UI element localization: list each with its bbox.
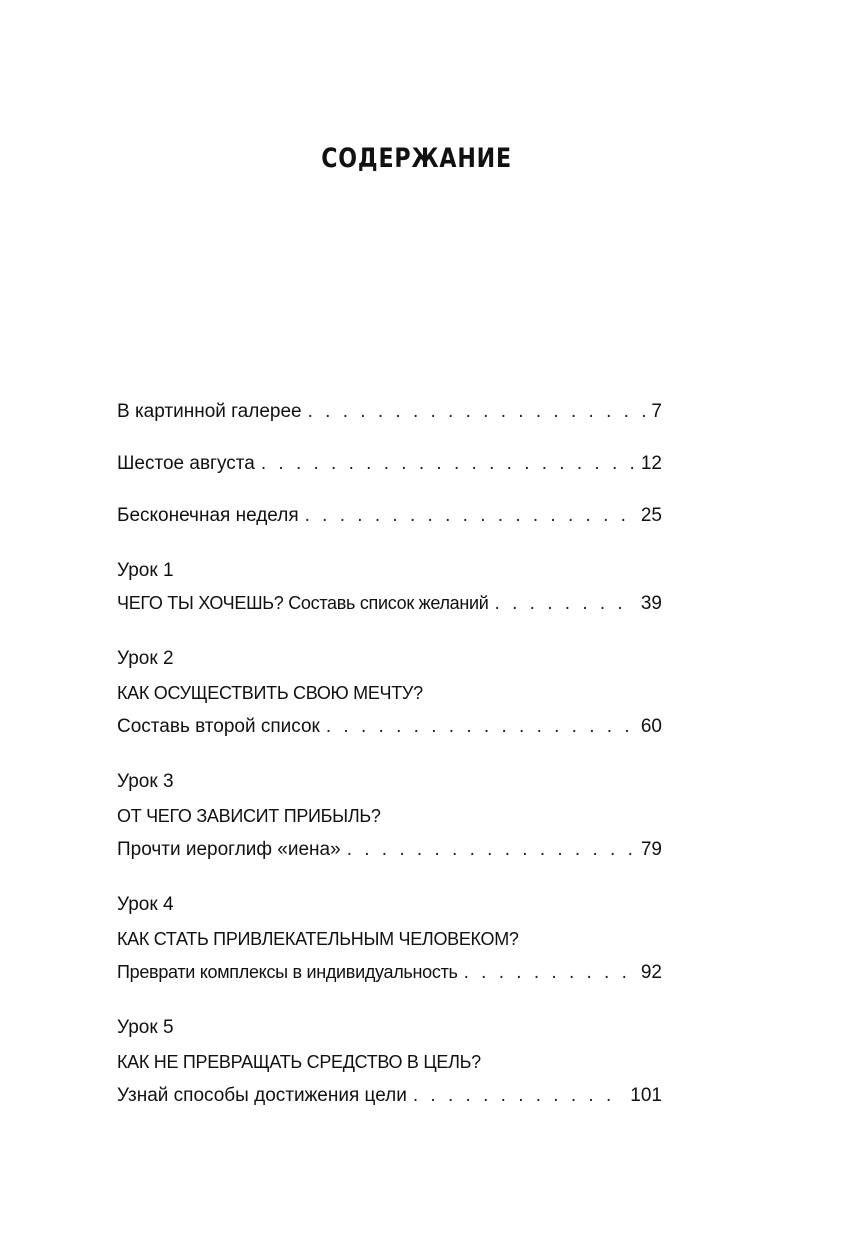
toc-page-number: 101: [630, 1085, 662, 1106]
toc-line: [117, 711, 662, 742]
toc-line: [117, 957, 662, 988]
toc-page-number: 79: [640, 839, 662, 860]
toc-page-number: 60: [640, 716, 662, 737]
toc-line: [117, 396, 662, 427]
leader-dots: [326, 711, 635, 742]
leader-dots: [413, 1080, 624, 1111]
toc-entry-title: Узнай способы достижения цели: [117, 1085, 407, 1106]
lesson-label: Урок 5: [117, 1017, 174, 1038]
leader-dots: [464, 957, 635, 988]
toc-entry-title: ЧЕГО ТЫ ХОЧЕШЬ? Составь список желаний: [117, 593, 489, 613]
toc-page-number: 25: [640, 505, 662, 526]
toc-lesson: [117, 887, 662, 988]
toc-entry-title: Бесконечная неделя: [117, 505, 299, 526]
toc-page-number: 39: [640, 593, 662, 614]
toc-line: [117, 588, 662, 619]
lesson-heading: КАК ОСУЩЕСТВИТЬ СВОЮ МЕЧТУ?: [117, 683, 423, 703]
leader-dots: [305, 500, 635, 531]
page-title: СОДЕРЖАНИЕ: [321, 143, 512, 174]
lesson-label: Урок 4: [117, 894, 174, 915]
leader-dots: [495, 588, 635, 619]
toc-entry-title: В картинной галерее: [117, 401, 302, 422]
toc-line: [117, 834, 662, 865]
toc-line: [117, 1080, 662, 1111]
lesson-label: Урок 2: [117, 648, 174, 669]
toc-entry-title: Прочти иероглиф «иена»: [117, 839, 341, 860]
table-of-contents: [117, 396, 662, 1133]
lesson-heading: КАК СТАТЬ ПРИВЛЕКАТЕЛЬНЫМ ЧЕЛОВЕКОМ?: [117, 929, 519, 949]
toc-entry-title: Шестое августа: [117, 453, 255, 474]
leader-dots: [347, 834, 635, 865]
lesson-label: Урок 3: [117, 771, 174, 792]
toc-line: [117, 448, 662, 479]
toc-entry: [117, 448, 662, 479]
toc-lesson: [117, 1010, 662, 1111]
toc-entry-title: Преврати комплексы в индивидуальность: [117, 962, 458, 982]
toc-entry-title: Составь второй список: [117, 716, 320, 737]
toc-entry: [117, 500, 662, 531]
toc-entry: [117, 396, 662, 427]
leader-dots: [308, 396, 646, 427]
toc-page-number: 7: [651, 401, 662, 422]
toc-page-number: 12: [640, 453, 662, 474]
toc-lesson: [117, 641, 662, 742]
lesson-label: Урок 1: [117, 560, 174, 581]
toc-lesson: [117, 553, 662, 619]
leader-dots: [261, 448, 635, 479]
toc-line: [117, 500, 662, 531]
lesson-heading: КАК НЕ ПРЕВРАЩАТЬ СРЕДСТВО В ЦЕЛЬ?: [117, 1052, 481, 1072]
lesson-heading: ОТ ЧЕГО ЗАВИСИТ ПРИБЫЛЬ?: [117, 806, 381, 826]
toc-page-number: 92: [640, 962, 662, 983]
toc-lesson: [117, 764, 662, 865]
